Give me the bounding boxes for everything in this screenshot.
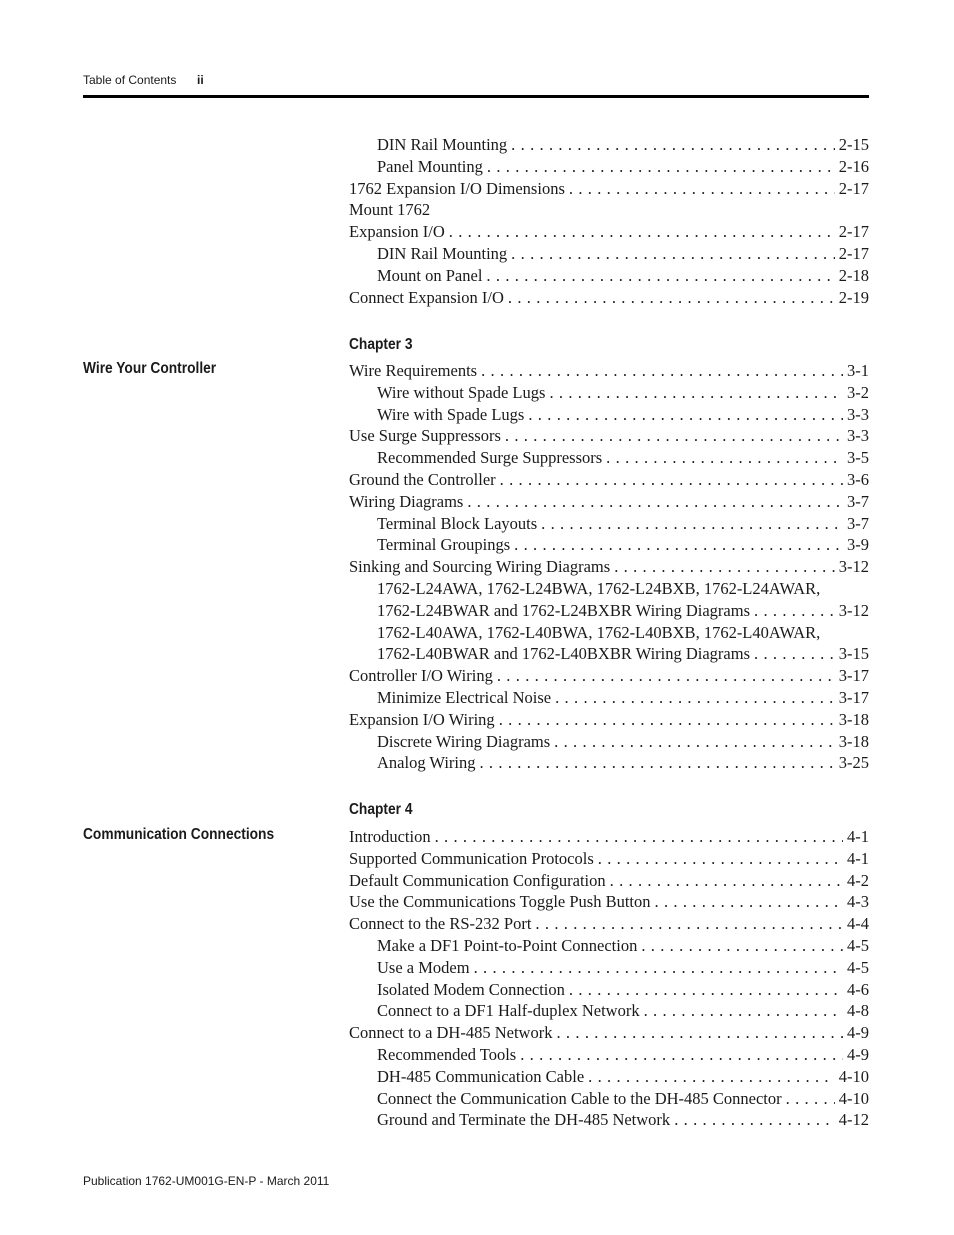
toc-entry-title: Sinking and Sourcing Wiring Diagrams xyxy=(349,557,611,577)
toc-entry-title: Controller I/O Wiring xyxy=(349,666,493,686)
toc-entry-title: Wire Requirements xyxy=(349,361,478,380)
dot-leader xyxy=(614,556,835,578)
toc-entry-title: Supported Communication Protocols xyxy=(349,848,594,868)
toc-entry-page: 4-6 xyxy=(847,979,869,999)
toc-entry-page: 4-2 xyxy=(847,870,869,890)
dot-leader xyxy=(541,513,843,535)
toc-entry[interactable] xyxy=(349,513,869,535)
toc-entry-page: 2-19 xyxy=(838,287,869,307)
dot-leader xyxy=(556,1022,843,1044)
dot-leader xyxy=(499,709,835,731)
toc-entry[interactable] xyxy=(349,643,869,665)
toc-entry[interactable] xyxy=(349,870,869,892)
toc-entry-page: 3-3 xyxy=(847,404,869,424)
toc-entry-title: Expansion I/O Wiring xyxy=(349,709,495,729)
dot-leader xyxy=(505,425,843,447)
toc-block-chapter-3 xyxy=(349,360,869,774)
dot-leader xyxy=(754,643,835,665)
dot-leader xyxy=(481,360,843,382)
toc-entry-page: 4-12 xyxy=(838,1110,869,1130)
toc-entry[interactable] xyxy=(349,687,869,709)
toc-entry[interactable] xyxy=(349,848,869,870)
toc-entry-page: 4-8 xyxy=(847,1001,869,1021)
publication-footer: Publication 1762-UM001G-EN-P - March 2011 xyxy=(83,1174,330,1188)
toc-entry-title: Discrete Wiring Diagrams xyxy=(377,731,551,751)
toc-entry-title: DH-485 Communication Cable xyxy=(377,1066,585,1086)
toc-entry-title: Ground and Terminate the DH-485 Network xyxy=(377,1110,671,1130)
dot-leader xyxy=(528,404,843,426)
toc-entry-page: 4-10 xyxy=(838,1088,869,1108)
toc-entry-page: 3-5 xyxy=(847,448,869,468)
toc-entry-title: Mount on Panel xyxy=(377,265,483,285)
toc-entry-title: DIN Rail Mounting xyxy=(377,135,508,154)
toc-entry-page: 3-17 xyxy=(838,687,869,707)
toc-entry[interactable] xyxy=(349,265,869,287)
toc-entry-page: 3-25 xyxy=(838,753,869,773)
toc-entry[interactable] xyxy=(349,752,869,774)
section-communication-connections[interactable]: Communication Connections xyxy=(83,826,275,843)
toc-entry-page: 3-12 xyxy=(838,600,869,620)
toc-entry-title: Wiring Diagrams xyxy=(349,491,464,511)
toc-entry[interactable] xyxy=(349,447,869,469)
toc-entry-title: Panel Mounting xyxy=(377,156,483,176)
toc-entry[interactable] xyxy=(349,404,869,426)
dot-leader xyxy=(674,1109,835,1131)
toc-entry-page: 2-15 xyxy=(838,135,869,154)
toc-entry[interactable] xyxy=(349,622,869,644)
toc-entry[interactable] xyxy=(349,134,869,156)
dot-leader xyxy=(467,491,843,513)
toc-entry-page: 4-3 xyxy=(847,892,869,912)
toc-entry-title: Connect the Communication Cable to the DH-485 Connector xyxy=(377,1088,782,1108)
dot-leader xyxy=(514,534,843,556)
toc-entry-title: Wire without Spade Lugs xyxy=(377,382,546,402)
toc-entry-page: 2-16 xyxy=(838,156,869,176)
dot-leader xyxy=(588,1066,835,1088)
toc-entry[interactable] xyxy=(349,178,869,200)
dot-leader xyxy=(554,731,835,753)
toc-entry[interactable] xyxy=(349,731,869,753)
toc-entry-title: 1762-L40AWA, 1762-L40BWA, 1762-L40BXB, 1762-L40AWAR, xyxy=(377,622,821,642)
toc-entry-page: 3-17 xyxy=(838,666,869,686)
dot-leader xyxy=(610,870,843,892)
toc-entry-page: 3-15 xyxy=(838,644,869,664)
toc-entry-page: 3-7 xyxy=(847,513,869,533)
dot-leader xyxy=(511,243,835,265)
chapter-4-label: Chapter 4 xyxy=(349,801,413,818)
toc-entry-title: Connect to a DF1 Half-duplex Network xyxy=(377,1001,640,1021)
toc-entry-title: Connect to the RS-232 Port xyxy=(349,914,532,934)
dot-leader xyxy=(569,178,835,200)
toc-entry-title: Use a Modem xyxy=(377,957,470,977)
dot-leader xyxy=(511,134,835,156)
toc-entry-title: Isolated Modem Connection xyxy=(377,979,565,999)
chapter-3-label: Chapter 3 xyxy=(349,336,413,353)
toc-entry-page: 3-6 xyxy=(847,469,869,489)
toc-entry-page: 4-5 xyxy=(847,935,869,955)
dot-leader xyxy=(449,221,835,243)
toc-entry-title: DIN Rail Mounting xyxy=(377,243,508,263)
toc-entry-page: 3-12 xyxy=(838,557,869,577)
toc-entry-title: Expansion I/O xyxy=(349,222,445,242)
toc-entry[interactable] xyxy=(349,957,869,979)
toc-entry[interactable] xyxy=(349,1000,869,1022)
toc-entry[interactable] xyxy=(349,709,869,731)
toc-entry-page: 3-3 xyxy=(847,426,869,446)
toc-entry-title: Make a DF1 Point-to-Point Connection xyxy=(377,935,638,955)
toc-entry[interactable] xyxy=(349,891,869,913)
toc-entry[interactable] xyxy=(349,1044,869,1066)
toc-entry-title: 1762-L24BWAR and 1762-L24BXBR Wiring Diagrams xyxy=(377,600,750,620)
toc-entry[interactable] xyxy=(349,534,869,556)
toc-entry[interactable] xyxy=(349,578,869,600)
toc-entry-title: Recommended Tools xyxy=(377,1044,517,1064)
toc-entry[interactable] xyxy=(349,600,869,622)
toc-entry-title: Terminal Block Layouts xyxy=(377,513,538,533)
toc-entry[interactable] xyxy=(349,469,869,491)
toc-entry-page: 4-1 xyxy=(847,848,869,868)
toc-entry-page: 3-18 xyxy=(838,731,869,751)
toc-entry[interactable] xyxy=(349,935,869,957)
dot-leader xyxy=(598,848,843,870)
header-label: Table of Contents xyxy=(83,73,177,87)
toc-entry-title: Use Surge Suppressors xyxy=(349,426,501,446)
dot-leader xyxy=(786,1088,835,1110)
toc-entry-page: 4-9 xyxy=(847,1023,869,1043)
dot-leader xyxy=(500,469,843,491)
toc-entry-page: 3-7 xyxy=(847,491,869,511)
toc-entry[interactable] xyxy=(349,382,869,404)
toc-entry-title: Default Communication Configuration xyxy=(349,870,606,890)
dot-leader xyxy=(754,600,835,622)
toc-entry-title: 1762 Expansion I/O Dimensions xyxy=(349,178,565,198)
running-header xyxy=(83,73,204,87)
toc-entry-title: Connect Expansion I/O xyxy=(349,287,504,307)
toc-entry[interactable] xyxy=(349,491,869,513)
dot-leader xyxy=(549,382,843,404)
toc-entry[interactable] xyxy=(349,156,869,178)
dot-leader xyxy=(435,826,843,848)
dot-leader xyxy=(487,156,835,178)
toc-entry[interactable] xyxy=(349,1109,869,1131)
header-rule xyxy=(83,95,869,98)
dot-leader xyxy=(486,265,834,287)
section-wire-your-controller[interactable]: Wire Your Controller xyxy=(83,360,217,377)
dot-leader xyxy=(641,935,843,957)
toc-entry[interactable] xyxy=(349,1066,869,1088)
toc-entry-page: 4-10 xyxy=(838,1066,869,1086)
dot-leader xyxy=(569,979,843,1001)
dot-leader xyxy=(497,665,835,687)
dot-leader xyxy=(606,447,843,469)
toc-entry-page: 2-17 xyxy=(838,178,869,198)
toc-entry-page: 2-17 xyxy=(838,243,869,263)
toc-entry[interactable] xyxy=(349,1022,869,1044)
toc-entry[interactable] xyxy=(349,979,869,1001)
toc-entry[interactable] xyxy=(349,826,869,848)
toc-entry[interactable] xyxy=(349,360,869,382)
dot-leader xyxy=(644,1000,843,1022)
toc-entry-page: 3-18 xyxy=(838,709,869,729)
toc-entry-page: 4-9 xyxy=(847,1044,869,1064)
toc-entry[interactable] xyxy=(349,556,869,578)
toc-entry[interactable] xyxy=(349,221,869,243)
dot-leader xyxy=(474,957,843,979)
toc-entry[interactable] xyxy=(349,665,869,687)
toc-entry-title: Ground the Controller xyxy=(349,469,496,489)
toc-entry-title: Connect to a DH-485 Network xyxy=(349,1023,553,1043)
toc-entry-title: 1762-L24AWA, 1762-L24BWA, 1762-L24BXB, 1762-L24AWAR, xyxy=(377,578,821,598)
toc-entry-page: 3-1 xyxy=(847,361,869,380)
toc-entry[interactable] xyxy=(349,425,869,447)
toc-entry-page: 4-4 xyxy=(847,914,869,934)
toc-block-chapter-4 xyxy=(349,826,869,1131)
toc-entry[interactable] xyxy=(349,913,869,935)
dot-leader xyxy=(555,687,835,709)
toc-entry-title: Recommended Surge Suppressors xyxy=(377,448,603,468)
dot-leader xyxy=(508,287,835,309)
toc-entry-title: Use the Communications Toggle Push Button xyxy=(349,892,651,912)
toc-entry-page: 3-2 xyxy=(847,382,869,402)
toc-entry-page: 4-1 xyxy=(847,827,869,846)
toc-entry-title: Mount 1762 xyxy=(349,200,431,220)
toc-entry-title: Terminal Groupings xyxy=(377,535,511,555)
toc-entry-page: 2-17 xyxy=(838,222,869,242)
toc-entry[interactable] xyxy=(349,287,869,309)
toc-entry[interactable] xyxy=(349,243,869,265)
toc-entry-title: Analog Wiring xyxy=(377,753,476,773)
toc-entry-title: Wire with Spade Lugs xyxy=(377,404,525,424)
dot-leader xyxy=(520,1044,843,1066)
dot-leader xyxy=(655,891,844,913)
toc-entry-title: Minimize Electrical Noise xyxy=(377,687,552,707)
toc-entry-title: 1762-L40BWAR and 1762-L40BXBR Wiring Diagrams xyxy=(377,644,750,664)
toc-entry-title: Introduction xyxy=(349,827,431,846)
toc-entry-page: 4-5 xyxy=(847,957,869,977)
toc-entry-page: 2-18 xyxy=(838,265,869,285)
toc-block-chapter-2-continued xyxy=(349,134,869,308)
toc-entry-page: 3-9 xyxy=(847,535,869,555)
toc-entry[interactable] xyxy=(349,1088,869,1110)
dot-leader xyxy=(535,913,843,935)
toc-entry[interactable] xyxy=(349,199,869,221)
dot-leader xyxy=(479,752,834,774)
header-page-number: ii xyxy=(197,73,204,87)
